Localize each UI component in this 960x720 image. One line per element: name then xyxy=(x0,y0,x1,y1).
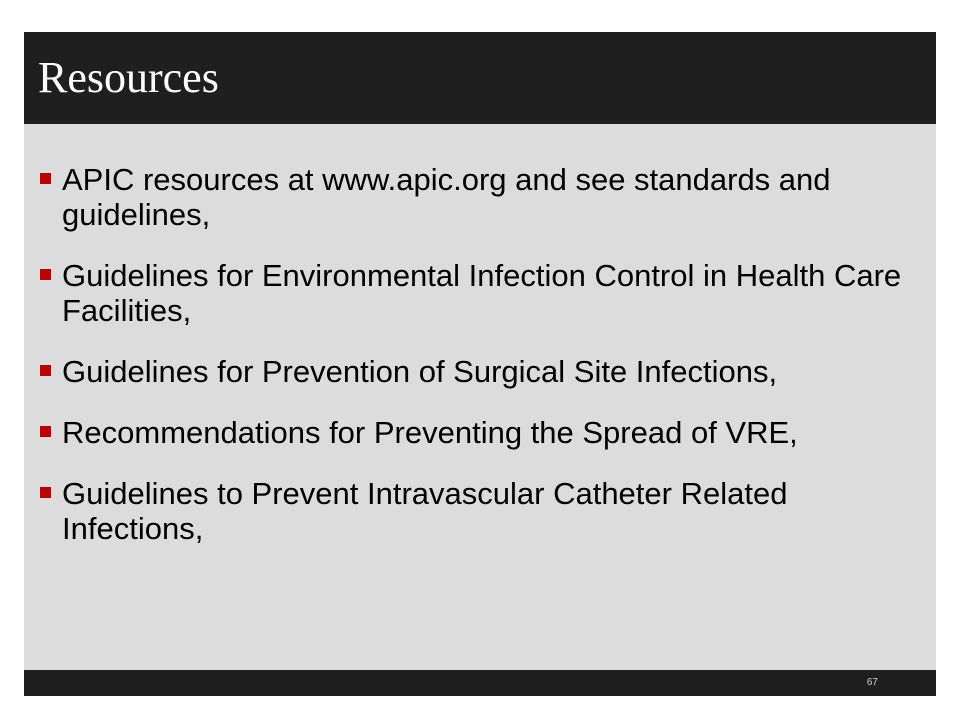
bullet-list xyxy=(38,162,918,572)
footer-bar xyxy=(24,670,936,696)
bullet-item xyxy=(38,354,918,389)
bullet-text: Guidelines for Environmental Infection Control in Health Care Facilities, xyxy=(62,258,902,328)
bullet-text: Guidelines for Prevention of Surgical Site Infections, xyxy=(62,354,778,389)
title-bar xyxy=(24,32,936,124)
bullet-text: Recommendations for Preventing the Spread of VRE, xyxy=(62,415,798,450)
page-number: 67 xyxy=(866,677,878,688)
bullet-text: Guidelines to Prevent Intravascular Catheter Related Infections, xyxy=(62,476,788,546)
square-bullet-icon xyxy=(40,269,51,280)
slide-title: Resources xyxy=(38,53,219,102)
bullet-item xyxy=(38,162,918,232)
slide xyxy=(24,32,936,696)
square-bullet-icon xyxy=(40,426,51,437)
bullet-item xyxy=(38,476,918,546)
square-bullet-icon xyxy=(40,487,51,498)
bullet-text: APIC resources at www.apic.org and see standards and guidelines, xyxy=(62,162,831,232)
bullet-item xyxy=(38,258,918,328)
square-bullet-icon xyxy=(40,365,51,376)
square-bullet-icon xyxy=(40,173,51,184)
bullet-item xyxy=(38,415,918,450)
